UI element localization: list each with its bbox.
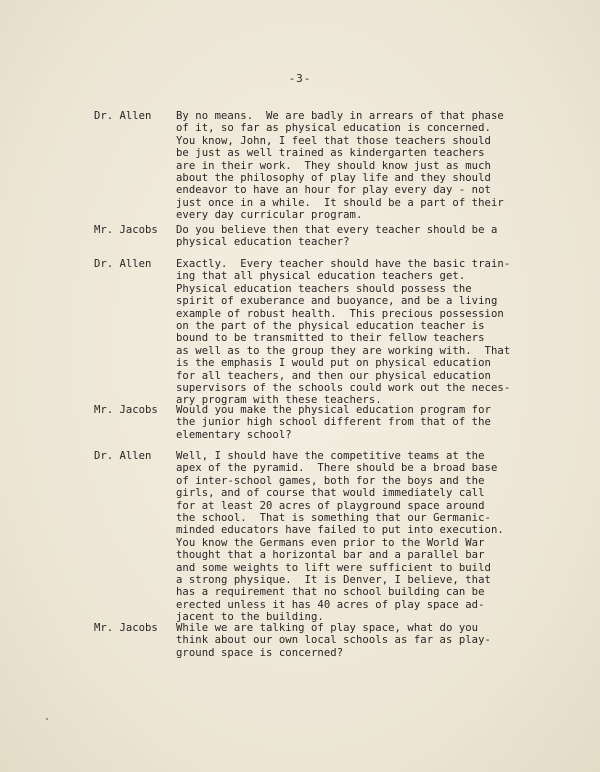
text-line: Physical education teachers should possess the: [176, 282, 472, 295]
text-line: physical education teacher?: [176, 236, 350, 249]
text-line: endeavor to have an hour for play every day - not: [176, 184, 491, 197]
text-line: for all teachers, and then our physical education: [176, 369, 491, 382]
text-line: While we are talking of play space, what do you: [176, 622, 479, 634]
speech-text: [176, 110, 576, 222]
text-line: erected unless it has 40 acres of play space ad-: [176, 598, 485, 611]
text-line: has a requirement that no school building can be: [176, 586, 485, 599]
text-line: supervisors of the schools could work out the neces-: [176, 382, 511, 395]
text-line: By no means. We are badly in arrears of that phase: [176, 110, 504, 122]
text-line: apex of the pyramid. There should be a broad base: [176, 462, 498, 475]
speech-text: [176, 450, 576, 624]
text-line: as well as to the group they are working with. That: [176, 344, 511, 357]
paper-speck: [46, 718, 48, 720]
text-line: think about our own local schools as far as play-: [176, 634, 491, 647]
text-line: of it, so far as physical education is concerned.: [176, 122, 491, 135]
text-line: ground space is concerned?: [176, 646, 344, 659]
speech-text: [176, 404, 576, 441]
text-line: ary program with these teachers.: [176, 394, 382, 407]
speaker-label: Dr. Allen: [94, 110, 152, 122]
text-line: jacent to the building.: [176, 611, 324, 624]
speaker-label: Dr. Allen: [94, 258, 152, 270]
text-line: You know the Germans even prior to the World War: [176, 536, 485, 549]
text-line: a strong physique. It is Denver, I believe, that: [176, 574, 491, 587]
text-line: Exactly. Every teacher should have the basic train-: [176, 258, 511, 270]
text-line: ing that all physical education teachers get.: [176, 270, 466, 283]
text-line: about the philosophy of play life and they should: [176, 172, 491, 185]
speaker-label: Dr. Allen: [94, 450, 152, 462]
text-line: minded educators have failed to put into execution.: [176, 524, 504, 537]
text-line: girls, and of course that would immediately call: [176, 487, 485, 500]
text-line: for at least 20 acres of playground space around: [176, 499, 485, 512]
text-line: is the emphasis I would put on physical education: [176, 357, 491, 370]
speech-text: [176, 224, 576, 249]
text-line: spirit of exuberance and buoyance, and be a living: [176, 295, 498, 308]
text-line: are in their work. They should know just as much: [176, 159, 491, 172]
text-line: of inter-school games, both for the boys and the: [176, 474, 485, 487]
page-number: -3-: [288, 72, 312, 85]
text-line: on the part of the physical education teacher is: [176, 320, 485, 333]
text-line: You know, John, I feel that those teachers should: [176, 134, 491, 147]
speaker-label: Mr. Jacobs: [94, 404, 158, 416]
speaker-label: Mr. Jacobs: [94, 224, 158, 236]
text-line: just once in a while. It should be a part of their: [176, 196, 504, 209]
text-line: and some weights to lift were sufficient to build: [176, 561, 491, 574]
text-line: thought that a horizontal bar and a parallel bar: [176, 549, 485, 562]
text-line: Would you make the physical education program for: [176, 404, 491, 416]
text-line: elementary school?: [176, 428, 292, 441]
speaker-label: Mr. Jacobs: [94, 622, 158, 634]
text-line: bound to be transmitted to their fellow teachers: [176, 332, 485, 345]
text-line: the junior high school different from that of the: [176, 416, 491, 429]
speech-text: [176, 622, 576, 659]
text-line: Do you believe then that every teacher should be a: [176, 224, 498, 236]
text-line: every day curricular program.: [176, 209, 363, 222]
text-line: the school. That is something that our Germanic-: [176, 512, 491, 525]
text-line: Well, I should have the competitive teams at the: [176, 450, 485, 462]
text-line: be just as well trained as kindergarten teachers: [176, 147, 485, 160]
text-line: example of robust health. This precious possession: [176, 307, 504, 320]
speech-text: [176, 258, 576, 407]
